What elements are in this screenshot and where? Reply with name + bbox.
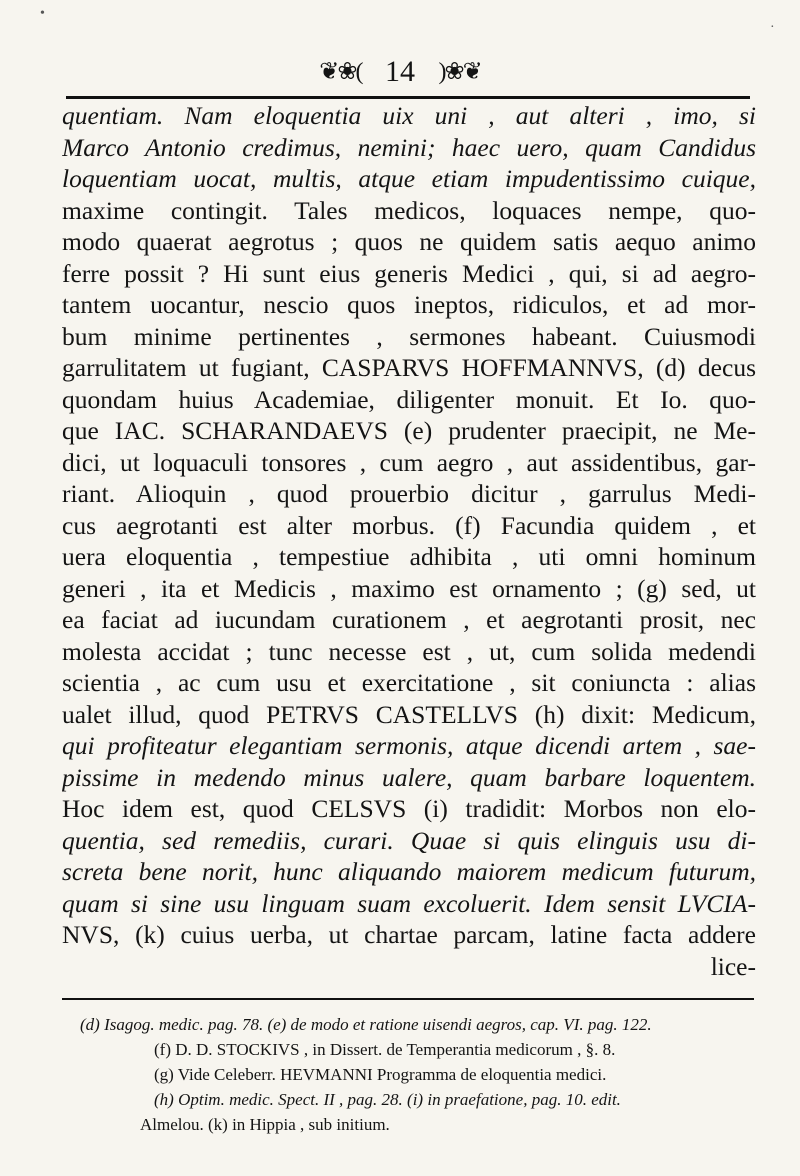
- text-line: maxime contingit. Tales medicos, loquaces nempe, quo-: [62, 195, 756, 225]
- print-speck: ·: [770, 20, 775, 35]
- text-line: bum minime pertinentes , sermones habeant. Cuiusmodi: [62, 321, 756, 351]
- page-number: 14: [385, 55, 415, 89]
- text-line: que IAC. SCHARANDAEVS (e) prudenter praecipit, ne Me-: [62, 416, 756, 445]
- footnote: (g) Vide Celeberr. HEVMANNI Programma de eloquentia medici.: [154, 1065, 607, 1084]
- text-line: loquentiam uocat, multis, atque etiam impudentissimo cuique,: [62, 164, 756, 193]
- text-line: quentia, sed remediis, curari. Quae si quis elinguis usu di-: [62, 825, 756, 855]
- main-text: [62, 100, 756, 982]
- text-line: molesta accidat ; tunc necesse est , ut, cum solida medendi: [62, 636, 756, 666]
- text-line: quentiam. Nam eloquentia uix uni , aut alteri , imo, si: [62, 101, 756, 130]
- footnote: (f) D. D. STOCKIVS , in Dissert. de Temperantia medicorum , §. 8.: [154, 1040, 616, 1059]
- text-line: Marco Antonio credimus, nemini; haec uero, quam Candidus: [62, 132, 756, 162]
- footnote-rule: [62, 998, 754, 1000]
- footnotes: [80, 1012, 740, 1137]
- text-line: scientia , ac cum usu et exercitatione , sit coniuncta : alias: [62, 668, 756, 697]
- text-line: ualet illud, quod PETRVS CASTELLVS (h) dixit: Medicum,: [62, 699, 756, 729]
- footnote: (h) Optim. medic. Spect. II , pag. 28. (i) in praefatione, pag. 10. edit.: [154, 1090, 621, 1109]
- print-speck: •: [40, 6, 45, 21]
- text-line: quondam huius Academiae, diligenter monuit. Et Io. quo-: [62, 384, 756, 414]
- page-header: [0, 50, 800, 90]
- catchword: lice-: [710, 951, 756, 981]
- text-line: modo quaerat aegrotus ; quos ne quidem satis aequo animo: [62, 227, 756, 256]
- text-line: Hoc idem est, quod CELSVS (i) tradidit: Morbos non elo-: [62, 794, 756, 823]
- text-line: screta bene norit, hunc aliquando maiorem medicum futurum,: [62, 857, 756, 886]
- text-line: ferre possit ? Hi sunt eius generis Medici , qui, si ad aegro-: [62, 258, 756, 288]
- header-rule: [66, 96, 750, 99]
- text-line: tantem uocantur, nescio quos ineptos, ridiculos, et ad mor-: [62, 290, 756, 319]
- text-line: pissime in medendo minus ualere, quam barbare loquentem.: [62, 762, 756, 792]
- text-line: garrulitatem ut fugiant, CASPARVS HOFFMANNVS, (d) decus: [62, 353, 756, 382]
- footnote: Almelou. (k) in Hippia , sub initium.: [140, 1115, 390, 1134]
- text-line: ea faciat ad iucundam curationem , et aegrotanti prosit, nec: [62, 605, 756, 634]
- text-line: generi , ita et Medicis , maximo est ornamento ; (g) sed, ut: [62, 573, 756, 603]
- ornament-left-icon: ❦❀(: [319, 59, 362, 86]
- text-line: uera eloquentia , tempestiue adhibita , uti omni hominum: [62, 542, 756, 571]
- footnote: (d) Isagog. medic. pag. 78. (e) de modo et ratione uisendi aegros, cap. VI. pag. 122.: [80, 1015, 652, 1034]
- text-line: dici, ut loquaculi tonsores , cum aegro , aut assidentibus, gar-: [62, 447, 756, 477]
- text-line: riant. Alioquin , quod prouerbio dicitur , garrulus Medi-: [62, 479, 756, 508]
- text-line: qui profiteatur elegantiam sermonis, atque dicendi artem , sae-: [62, 731, 756, 760]
- text-line: quam si sine usu linguam suam excoluerit. Idem sensit LVCIA-: [62, 888, 756, 918]
- text-line: NVS, (k) cuius uerba, ut chartae parcam, latine facta addere: [62, 920, 756, 949]
- text-line: cus aegrotanti est alter morbus. (f) Facundia quidem , et: [62, 510, 756, 540]
- ornament-right-icon: )❀❦: [438, 59, 481, 86]
